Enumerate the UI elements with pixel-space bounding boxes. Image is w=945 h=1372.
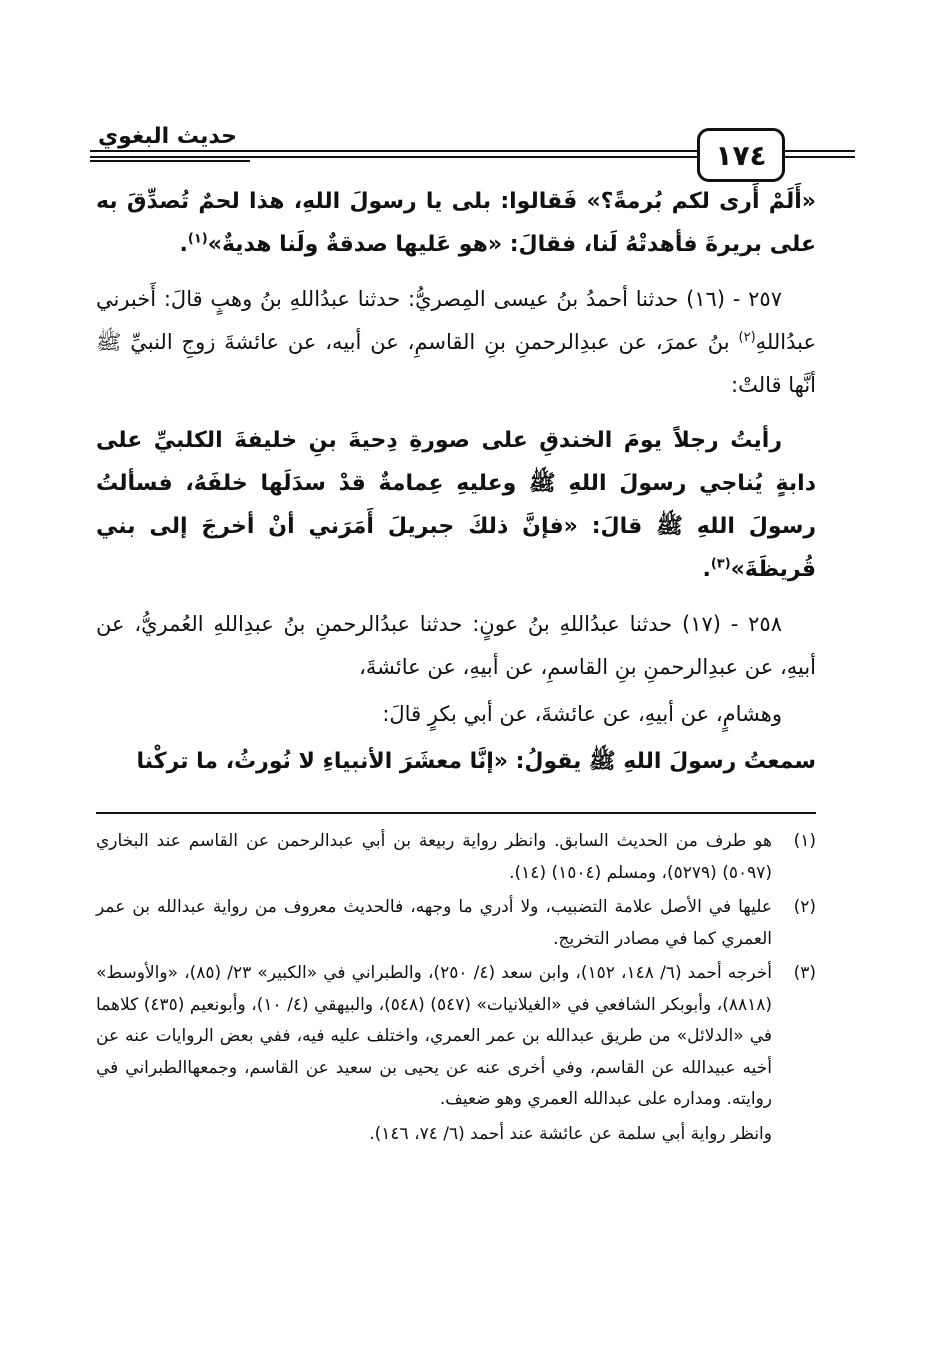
paragraph-hadith-257-matn — [96, 419, 816, 591]
paragraph-hadith-258-matn: سمعتُ رسولَ اللهِ ﷺ يقولُ: «إنَّا معشَرَ الأنبياءِ لا نُورثُ، ما تركْنا — [136, 749, 816, 774]
hadith-257-matn-end: . — [702, 557, 711, 582]
footnote-1-number: (١) — [793, 831, 816, 851]
footnote-2 — [96, 892, 816, 955]
hadith-257-matn-text: رأيتُ رجلاً يومَ الخندقِ على صورةِ دِحيةَ بنِ خليفةَ الكلبيِّ على دابةٍ يُناجي رسولَ اللهِ ﷺ وعليهِ عِمامةٌ قدْ سدَلَها خلفَهُ، فسألتُ رسولَ اللهِ ﷺ قالَ: «فإنَّ ذلكَ جبريلَ أَمَرَني أنْ أخرجَ إلى بني قُريظَةَ» — [96, 428, 816, 582]
footnote-3-continuation: وانظر رواية أبي سلمة عن عائشة عند أحمد (٦/ ٧٤، ١٤٦). — [369, 1123, 772, 1144]
footnote-ref-2: (٢) — [738, 330, 756, 345]
footnote-1-text: هو طرف من الحديث السابق. وانظر رواية ربيعة بن أبي عبدالرحمن عن القاسم عند البخاري (٥٠٩٧) (٥٢٧٩)، ومسلم (١٥٠٤) (١٤). — [96, 831, 772, 883]
paragraph-1-end: . — [179, 232, 188, 257]
paragraph-hadith-258-chain: وهشامٍ، عن أبيهِ، عن عائشةَ، عن أبي بكرٍ قالَ: — [382, 702, 782, 726]
paragraph-hadith-258: ٢٥٨ - (١٧) حدثنا عبدُاللهِ بنُ عونٍ: حدثنا عبدُالرحمنِ بنُ عبدِاللهِ العُمريُّ، عن أبيهِ، عن عبدِالرحمنِ بنِ القاسمِ، عن أبيهِ، عن عائشةَ، — [96, 612, 816, 679]
hadith-257-part1: ٢٥٧ - (١٦) حدثنا أحمدُ بنُ عيسى المِصريُّ: حدثنا عبدُاللهِ بنُ وهبٍ قالَ: أَخبرني عبدُاللهِ — [96, 287, 816, 354]
footnotes — [96, 826, 816, 1150]
hadith-257-part2: بنُ عمرَ، عن عبدِالرحمنِ بنِ القاسمِ، عن أبيه، عن عائشةَ زوجِ النبيِّ ﷺ أنَّها قالتْ: — [96, 330, 816, 397]
running-title: حديث البغوي — [92, 124, 243, 149]
footnote-3-number: (٣) — [793, 963, 816, 983]
paragraph-hadith-257 — [96, 278, 816, 407]
running-title-underline — [90, 160, 250, 162]
footnote-2-number: (٢) — [793, 897, 816, 917]
page-number-text: ١٧٤ — [715, 138, 767, 172]
footnote-2-text: عليها في الأصل علامة التضبيب، ولا أدري ما وجهه، فالحديث معروف من رواية عبدالله بن عمر العمري كما في مصادر التخريج. — [96, 897, 772, 949]
paragraph-1-text: «أَلَمْ أَرى لكم بُرمةً؟» فَقالوا: بلى يا رسولَ اللهِ، هذا لحمٌ تُصدِّقَ به على بريرةَ فأهدتْهُ لَنا، فقالَ: «هو عَليها صدقةٌ ولَنا هديةٌ» — [96, 189, 816, 257]
footnote-3-text: أخرجه أحمد (٦/ ١٤٨، ١٥٢)، وابن سعد (٤/ ٢٥٠)، والطبراني في «الكبير» ٢٣/ (٨٥)، «والأوسط» (٨٨١٨)، وأبوبكر الشافعي في «الغيلانيات» (٥٤٧) (٥٤٨)، والبيهقي (٤/ ١٠)، وأبونعيم (٤٣٥) كلاهما في «الدلائل» من طريق عبدالله بن عمر العمري، واختلف عليه فيه، ففي بعض الروايات عنه عن أخيه عبيدالله عن القاسم، وفي أخرى عنه عن يحيى بن سعيد عن القاسم، وجمعهاالطبراني في روايته. ومداره على عبدالله العمري وهو ضعيف. — [96, 963, 773, 1109]
footnote-ref-1: (١) — [187, 231, 208, 247]
footnote-ref-3: (٣) — [710, 556, 731, 572]
page-number — [697, 128, 785, 182]
footnote-separator — [96, 812, 816, 814]
footnote-1 — [96, 826, 816, 889]
paragraph-1 — [96, 180, 816, 266]
footnote-3 — [96, 958, 816, 1116]
main-text — [96, 180, 816, 795]
